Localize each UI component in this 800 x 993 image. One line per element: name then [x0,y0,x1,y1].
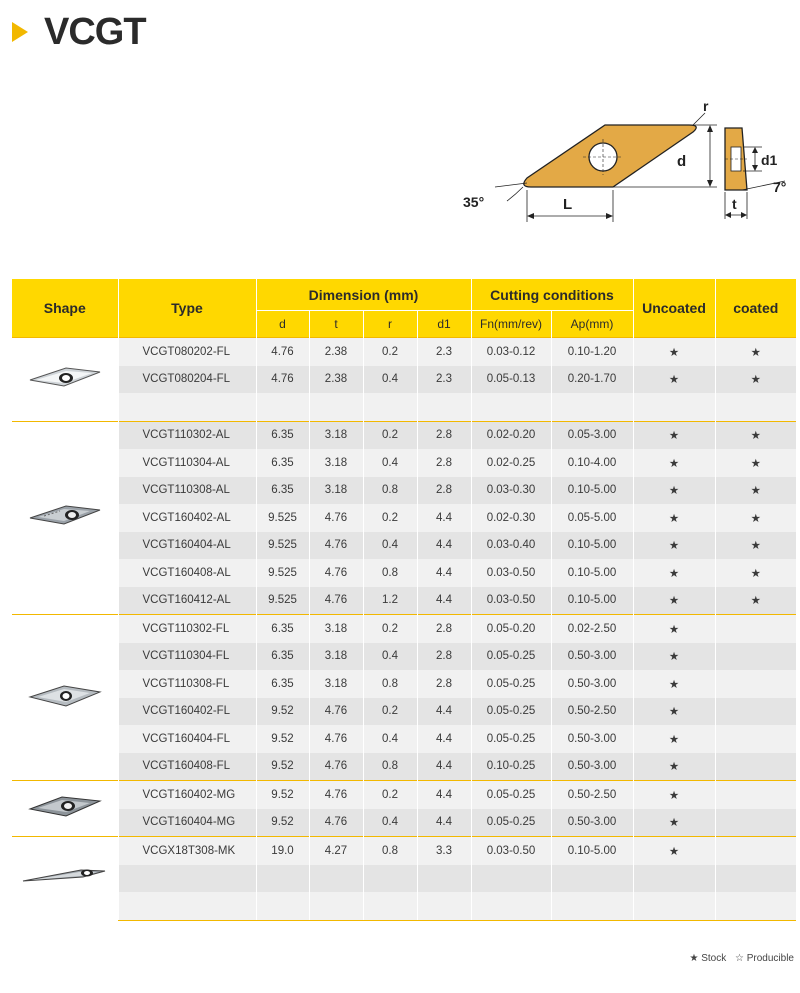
cell-d [256,865,309,893]
cell-d1: 4.4 [417,781,471,809]
cell-t: 4.76 [309,725,363,753]
cell-uncoated: ★ [633,725,715,753]
table-row [12,615,796,643]
label-angle-side: 7° [773,179,787,195]
cell-uncoated: ★ [633,477,715,505]
table-row [12,865,796,893]
cell-d1 [417,865,471,893]
label-d: d [677,153,687,170]
cell-uncoated: ★ [633,781,715,809]
row-group [12,837,796,921]
cell-coated: ★ [715,338,796,366]
table-row [12,837,796,865]
cell-r [363,393,417,421]
table-row [12,670,796,698]
cell-uncoated: ★ [633,698,715,726]
cell-type: VCGT080202-FL [118,338,256,366]
shape-cell [12,421,118,615]
cell-ap: 0.10-5.00 [551,477,633,505]
label-d1: d1 [761,152,778,168]
insert-al-polished-icon [26,383,104,395]
cell-uncoated: ★ [633,532,715,560]
cell-fn: 0.05-0.13 [471,366,551,394]
cell-fn: 0.05-0.25 [471,725,551,753]
cell-d: 9.52 [256,725,309,753]
cell-fn: 0.05-0.25 [471,809,551,837]
cell-t: 3.18 [309,421,363,449]
cell-type: VCGT110304-AL [118,449,256,477]
cell-t [309,892,363,920]
cell-fn: 0.03-0.12 [471,338,551,366]
cell-d: 19.0 [256,837,309,865]
shape-cell [12,837,118,921]
cell-r: 0.4 [363,532,417,560]
cell-d1: 4.4 [417,559,471,587]
cell-type: VCGT110308-FL [118,670,256,698]
cell-d: 6.35 [256,615,309,643]
table-row [12,725,796,753]
cell-r: 0.2 [363,615,417,643]
cell-d1: 4.4 [417,532,471,560]
cell-d1: 2.3 [417,338,471,366]
cell-fn: 0.10-0.25 [471,753,551,781]
cell-d: 9.52 [256,809,309,837]
cell-fn: 0.05-0.20 [471,615,551,643]
cell-uncoated: ★ [633,338,715,366]
cell-r: 0.4 [363,809,417,837]
cell-d1: 2.8 [417,421,471,449]
cell-d1: 4.4 [417,504,471,532]
cell-ap [551,892,633,920]
cell-coated [715,698,796,726]
cell-coated: ★ [715,477,796,505]
header-cutting-conditions: Cutting conditions [471,279,633,311]
cell-t: 4.76 [309,504,363,532]
cell-d: 6.35 [256,477,309,505]
subheader-d1: d1 [417,311,471,338]
table-row [12,698,796,726]
triangle-bullet-icon [12,22,28,42]
cell-t: 4.76 [309,587,363,615]
row-group [12,421,796,615]
subheader-r: r [363,311,417,338]
table-row [12,449,796,477]
table-row [12,643,796,671]
cell-d: 4.76 [256,338,309,366]
cell-ap: 0.10-4.00 [551,449,633,477]
table-row [12,393,796,421]
cell-d: 6.35 [256,670,309,698]
cell-uncoated: ★ [633,421,715,449]
cell-type: VCGT110302-FL [118,615,256,643]
cell-t: 4.27 [309,837,363,865]
cell-r: 1.2 [363,587,417,615]
subheader-ap: Ap(mm) [551,311,633,338]
label-t: t [732,196,737,212]
cell-t: 4.76 [309,559,363,587]
cell-t: 4.76 [309,781,363,809]
cell-uncoated: ★ [633,670,715,698]
cell-r: 0.2 [363,504,417,532]
cell-fn: 0.05-0.25 [471,781,551,809]
cell-type: VCGT110304-FL [118,643,256,671]
legend-stock: ★ Stock [689,953,727,964]
subheader-d: d [256,311,309,338]
cell-d1 [417,393,471,421]
cell-coated [715,837,796,865]
cell-d: 9.525 [256,532,309,560]
cell-ap: 0.50-2.50 [551,698,633,726]
cell-r: 0.2 [363,421,417,449]
row-group [12,615,796,781]
row-group [12,338,796,422]
insert-fl-icon [26,701,104,713]
shape-cell [12,781,118,837]
cell-ap: 0.50-3.00 [551,753,633,781]
table-row [12,421,796,449]
cell-coated: ★ [715,421,796,449]
cell-r: 0.8 [363,477,417,505]
label-L: L [563,196,573,213]
cell-t: 3.18 [309,449,363,477]
cell-fn: 0.03-0.50 [471,587,551,615]
cell-t [309,865,363,893]
cell-uncoated: ★ [633,753,715,781]
cell-r: 0.8 [363,670,417,698]
cell-ap: 0.10-5.00 [551,532,633,560]
cell-d: 9.52 [256,698,309,726]
cell-d1: 2.8 [417,643,471,671]
cell-coated: ★ [715,504,796,532]
cell-fn: 0.05-0.25 [471,698,551,726]
cell-r: 0.4 [363,449,417,477]
insert-dimension-diagram [455,95,800,230]
cell-coated [715,892,796,920]
cell-d1: 3.3 [417,837,471,865]
cell-d [256,393,309,421]
cell-d1 [417,892,471,920]
cell-t: 4.76 [309,809,363,837]
cell-type: VCGX18T308-MK [118,837,256,865]
cell-ap: 0.10-5.00 [551,559,633,587]
cell-d1: 4.4 [417,753,471,781]
cell-coated: ★ [715,587,796,615]
cell-d: 9.525 [256,559,309,587]
cell-coated: ★ [715,559,796,587]
table-row [12,477,796,505]
cell-coated [715,615,796,643]
cell-uncoated [633,892,715,920]
cell-ap: 0.50-2.50 [551,781,633,809]
cell-fn: 0.03-0.50 [471,559,551,587]
cell-t: 3.18 [309,643,363,671]
cell-ap: 0.50-3.00 [551,725,633,753]
cell-d: 4.76 [256,366,309,394]
cell-ap: 0.50-3.00 [551,643,633,671]
cell-d [256,892,309,920]
header-coated: coated [715,279,796,338]
cell-r: 0.2 [363,781,417,809]
cell-coated [715,753,796,781]
header-uncoated: Uncoated [633,279,715,338]
shape-cell [12,338,118,422]
cell-uncoated: ★ [633,504,715,532]
cell-r [363,865,417,893]
cell-r: 0.4 [363,366,417,394]
table-row [12,753,796,781]
cell-fn: 0.03-0.40 [471,532,551,560]
row-group [12,781,796,837]
table-row [12,559,796,587]
cell-r: 0.2 [363,338,417,366]
cell-uncoated: ★ [633,449,715,477]
table-row [12,532,796,560]
table-row [12,338,796,366]
cell-r: 0.8 [363,753,417,781]
cell-uncoated: ★ [633,809,715,837]
cell-ap: 0.20-1.70 [551,366,633,394]
cell-ap: 0.10-5.00 [551,837,633,865]
cell-d1: 4.4 [417,698,471,726]
cell-d: 6.35 [256,643,309,671]
cell-t [309,393,363,421]
cell-uncoated: ★ [633,837,715,865]
cell-coated [715,643,796,671]
cell-coated [715,781,796,809]
table-row [12,892,796,920]
cell-r: 0.4 [363,643,417,671]
insert-mg-icon [26,812,104,824]
cell-ap [551,393,633,421]
cell-d: 6.35 [256,421,309,449]
table-row [12,809,796,837]
cell-d1: 4.4 [417,725,471,753]
cell-coated [715,865,796,893]
cell-ap: 0.10-1.20 [551,338,633,366]
insert-spec-table [12,279,796,921]
cell-fn: 0.03-0.30 [471,477,551,505]
cell-t: 4.76 [309,698,363,726]
cell-fn [471,865,551,893]
cell-type: VCGT160404-FL [118,725,256,753]
cell-fn [471,892,551,920]
cell-uncoated [633,393,715,421]
cell-t: 4.76 [309,532,363,560]
cell-ap: 0.02-2.50 [551,615,633,643]
cell-t: 3.18 [309,670,363,698]
cell-type: VCGT160412-AL [118,587,256,615]
cell-d1: 2.8 [417,477,471,505]
cell-uncoated: ★ [633,366,715,394]
cell-r: 0.2 [363,698,417,726]
cell-type [118,892,256,920]
header-dimension: Dimension (mm) [256,279,471,311]
cell-coated [715,809,796,837]
cell-type [118,865,256,893]
page-header [12,12,146,52]
cell-fn: 0.03-0.50 [471,837,551,865]
label-r: r [703,98,709,114]
cell-d1: 2.8 [417,615,471,643]
cell-ap [551,865,633,893]
cell-r: 0.4 [363,725,417,753]
cell-type: VCGT080204-FL [118,366,256,394]
cell-type: VCGT160402-AL [118,504,256,532]
cell-type: VCGT160404-MG [118,809,256,837]
cell-uncoated: ★ [633,559,715,587]
header-type: Type [118,279,256,338]
table-row [12,504,796,532]
subheader-fn: Fn(mm/rev) [471,311,551,338]
cell-r [363,892,417,920]
cell-coated: ★ [715,532,796,560]
table-row [12,587,796,615]
legend-producible: ☆ Producible [735,953,794,964]
cell-d1: 2.3 [417,366,471,394]
shape-cell [12,615,118,781]
cell-ap: 0.50-3.00 [551,809,633,837]
table-row [12,366,796,394]
cell-fn: 0.02-0.25 [471,449,551,477]
cell-d1: 2.8 [417,449,471,477]
cell-type: VCGT160402-MG [118,781,256,809]
insert-mk-icon [21,882,109,894]
cell-d1: 2.8 [417,670,471,698]
cell-coated [715,670,796,698]
cell-uncoated: ★ [633,615,715,643]
label-angle-tip: 35° [463,194,485,210]
cell-d: 6.35 [256,449,309,477]
cell-type: VCGT160402-FL [118,698,256,726]
cell-d: 9.525 [256,504,309,532]
table-row [12,781,796,809]
cell-d: 9.52 [256,753,309,781]
cell-ap: 0.10-5.00 [551,587,633,615]
cell-type: VCGT160404-AL [118,532,256,560]
insert-al-chipbreaker-icon [26,521,104,533]
cell-fn: 0.05-0.25 [471,670,551,698]
cell-t: 2.38 [309,366,363,394]
cell-t: 4.76 [309,753,363,781]
cell-d: 9.52 [256,781,309,809]
cell-type [118,393,256,421]
cell-d1: 4.4 [417,809,471,837]
legend [683,953,794,964]
cell-coated [715,393,796,421]
cell-type: VCGT110302-AL [118,421,256,449]
header-shape: Shape [12,279,118,338]
cell-d: 9.525 [256,587,309,615]
page-title: VCGT [44,10,146,53]
cell-coated: ★ [715,449,796,477]
cell-uncoated [633,865,715,893]
cell-d1: 4.4 [417,587,471,615]
cell-ap: 0.50-3.00 [551,670,633,698]
cell-fn: 0.02-0.20 [471,421,551,449]
cell-uncoated: ★ [633,587,715,615]
cell-type: VCGT110308-AL [118,477,256,505]
cell-t: 3.18 [309,477,363,505]
cell-fn: 0.02-0.30 [471,504,551,532]
cell-fn [471,393,551,421]
cell-ap: 0.05-3.00 [551,421,633,449]
cell-type: VCGT160408-AL [118,559,256,587]
cell-coated: ★ [715,366,796,394]
subheader-t: t [309,311,363,338]
cell-t: 3.18 [309,615,363,643]
cell-r: 0.8 [363,559,417,587]
cell-uncoated: ★ [633,643,715,671]
cell-coated [715,725,796,753]
cell-r: 0.8 [363,837,417,865]
cell-ap: 0.05-5.00 [551,504,633,532]
cell-type: VCGT160408-FL [118,753,256,781]
cell-fn: 0.05-0.25 [471,643,551,671]
cell-t: 2.38 [309,338,363,366]
